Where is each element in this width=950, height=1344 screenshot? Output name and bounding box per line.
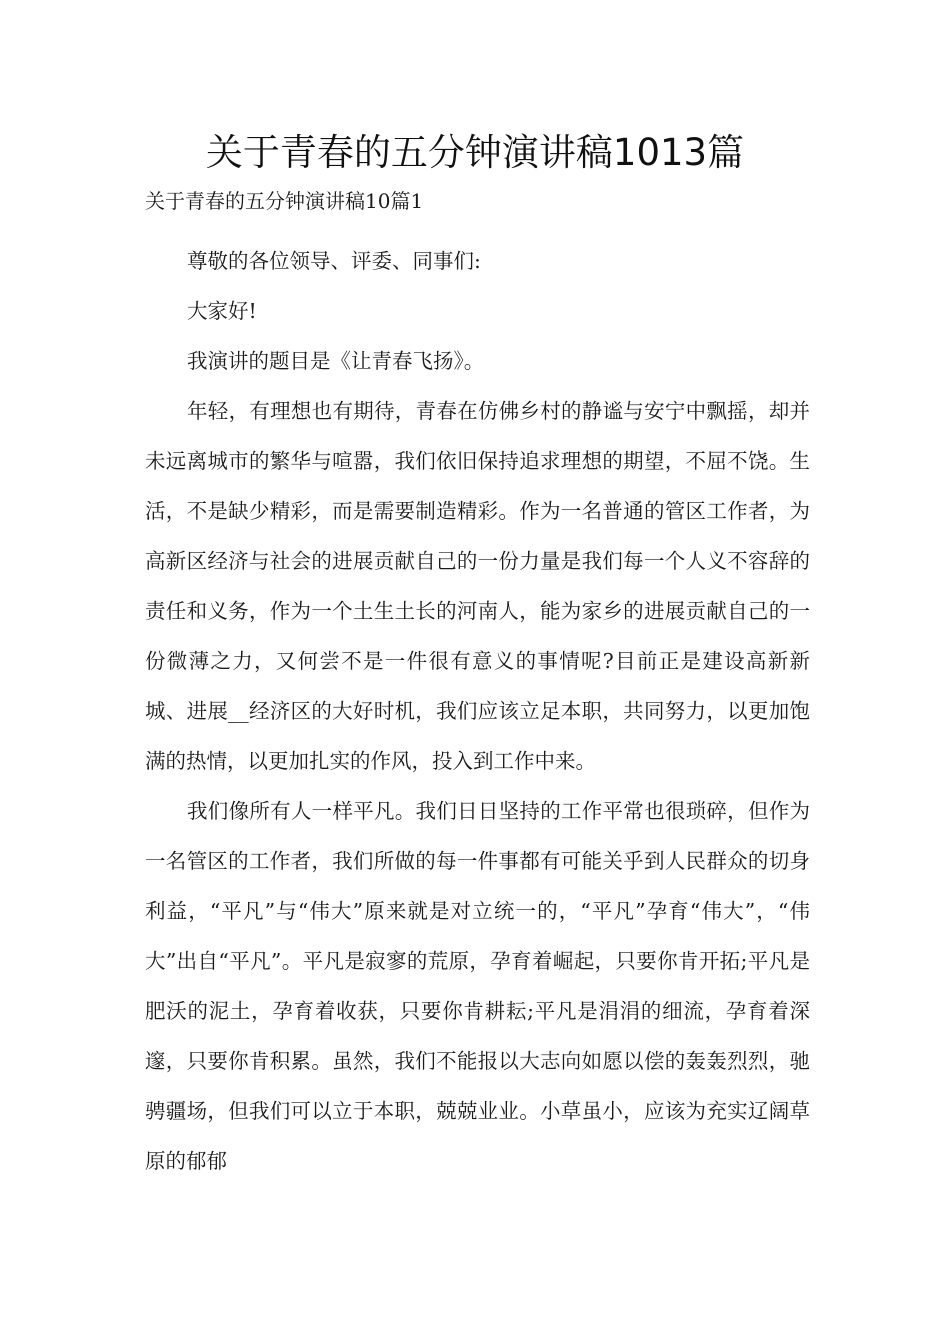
document-title: 关于青春的五分钟演讲稿1013篇 bbox=[205, 131, 745, 174]
salutation-paragraph: 尊敬的各位领导、评委、同事们: bbox=[187, 249, 481, 273]
document-body bbox=[145, 236, 810, 1186]
body-paragraph: 我们像所有人一样平凡。我们日日坚持的工作平常也很琐碎，但作为一名管区的工作者，我们所做的每一件事都有可能关乎到人民群众的切身利益，“平凡”与“伟大”原来就是对立统一的，“平凡”孕育“伟大”，“伟大”出自“平凡”。平凡是寂寥的荒原，孕育着崛起，只要你肯开拓;平凡是肥沃的泥土，孕育着收获，只要你肯耕耘;平凡是涓涓的细流，孕育着深邃，只要你肯积累。虽然，我们不能报以大志向如愿以偿的轰轰烈烈，驰骋疆场，但我们可以立于本职，兢兢业业。小草虽小，应该为充实辽阔草原的郁郁 bbox=[145, 799, 810, 1173]
greeting-paragraph: 大家好! bbox=[187, 299, 257, 323]
topic-paragraph: 我演讲的题目是《让青春飞扬》。 bbox=[187, 349, 485, 373]
body-paragraph: 年轻，有理想也有期待，青春在仿佛乡村的静谧与安宁中飘摇，却并未远离城市的繁华与喧嚣，我们依旧保持追求理想的期望，不屈不饶。生活，不是缺少精彩，而是需要制造精彩。作为一名普通的管区工作者，为高新区经济与社会的进展贡献自己的一份力量是我们每一个人义不容辞的责任和义务，作为一个土生土长的河南人，能为家乡的进展贡献自己的一份微薄之力，又何尝不是一件很有意义的事情呢?目前正是建设高新新城、进展__经济区的大好时机，我们应该立足本职，共同努力，以更加饱满的热情，以更加扎实的作风，投入到工作中来。 bbox=[145, 399, 810, 773]
document-subtitle: 关于青春的五分钟演讲稿10篇1 bbox=[145, 189, 424, 213]
